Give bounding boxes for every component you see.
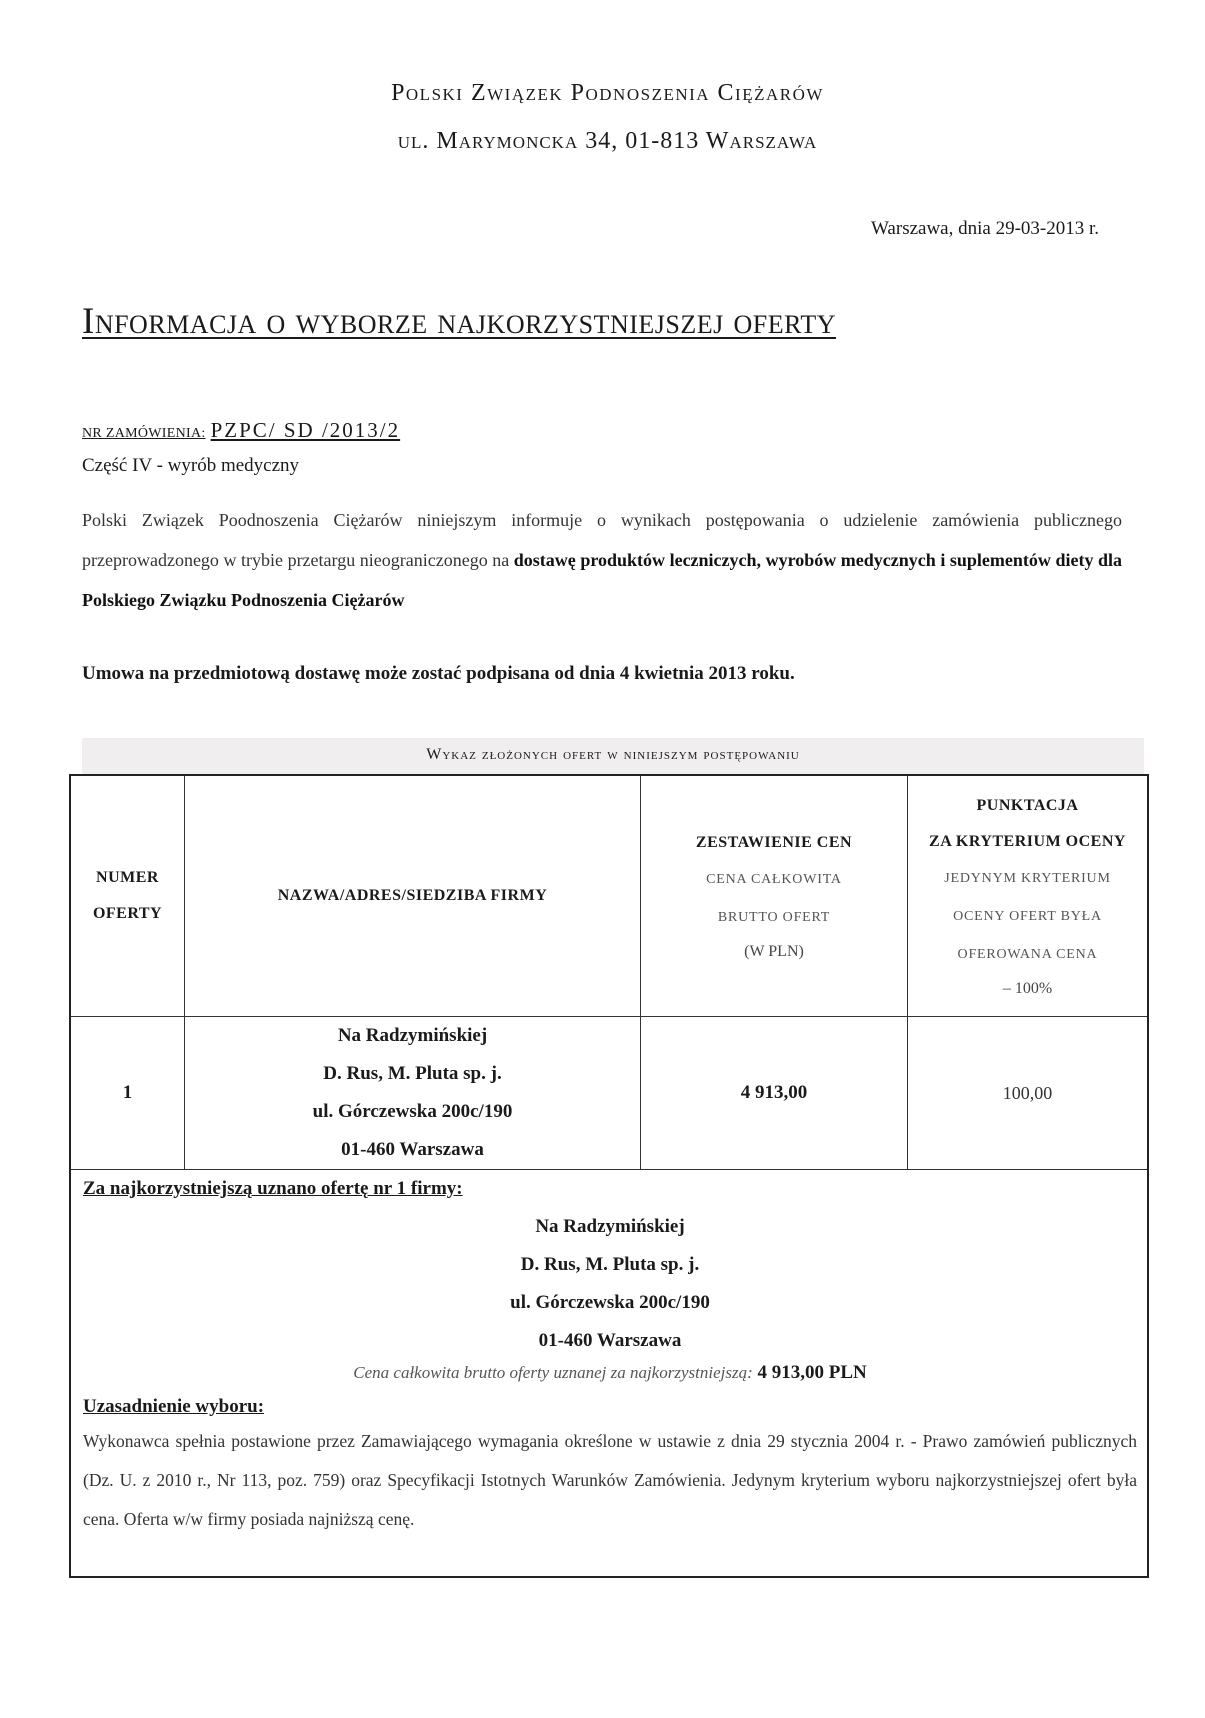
intro-plain-text: Polski Związek Poodnoszenia Ciężarów niniejszym informuje o wynikach postępowania o udzielenie zamówienia publicznego przeprowadzonego w trybie przetargu nieograniczonego na [82, 510, 1122, 570]
winner-price-line [83, 1362, 1137, 1384]
summary-title: Za najkorzystniejszą uznano ofertę nr 1 firmy: [83, 1178, 463, 1199]
offers-table [69, 774, 1149, 1578]
letterhead-organization: Polski Związek Podnoszenia Ciężarów [391, 80, 824, 106]
header-price: ZESTAWIENIE CEN CENA CAŁKOWITA BRUTTO OFERT (W PLN) [641, 776, 908, 1016]
cell-score: 100,00 [1002, 1082, 1053, 1103]
contract-note: Umowa na przedmiotową dostawę może zostać podpisana od dnia 4 kwietnia 2013 roku. [82, 663, 795, 684]
intro-bold-text: dostawę produktów leczniczych, wyrobów medycznych i suplementów diety dla Polskiego Związku Podnoszenia Ciężarów [82, 550, 1122, 610]
cell-price: 4 913,00 [641, 1017, 908, 1169]
document-date: Warszawa, dnia 29-03-2013 r. [871, 218, 1099, 239]
document-title: Informacja o wyborze najkorzystniejszej oferty [82, 301, 837, 342]
header-score: PUNKTACJA ZA KRYTERIUM OCENY JEDYNYM KRYTERIUM OCENY OFERT BYŁA OFEROWANA CENA – 100% [929, 797, 1126, 997]
winner-price-label: Cena całkowita brutto oferty uznanej za najkorzystniejszą: [353, 1363, 753, 1382]
intro-paragraph [82, 500, 1122, 620]
cell-company: Na Radzymińskiej D. Rus, M. Pluta sp. j. ul. Górczewska 200c/190 01-460 Warszawa [185, 1017, 641, 1169]
cell-offer-number: 1 [71, 1017, 185, 1169]
order-number-line [82, 418, 400, 443]
header-offer-number: NUMER OFERTY [71, 776, 185, 1016]
part-label: Część IV - wyrób medyczny [82, 455, 300, 476]
justification-title: Uzasadnienie wyboru: [83, 1396, 265, 1417]
letterhead-address: ul. Marymoncka 34, 01-813 Warszawa [397, 128, 818, 154]
order-number-value: PZPC/ SD /2013/2 [210, 418, 401, 442]
winner-price-value: 4 913,00 PLN [757, 1362, 867, 1383]
offers-table-caption: Wykaz złożonych ofert w niniejszym postępowaniu [82, 738, 1144, 774]
summary-section [71, 1170, 1147, 1576]
winner-address: Na Radzymińskiej D. Rus, M. Pluta sp. j. ul. Górczewska 200c/190 01-460 Warszawa [510, 1216, 710, 1351]
table-row [71, 1017, 1147, 1170]
table-header-row [71, 776, 1147, 1017]
justification-text: Wykonawca spełnia postawione przez Zamawiającego wymagania określone w ustawie z dnia 29 stycznia 2004 r. - Prawo zamówień publicznych (Dz. U. z 2010 r., Nr 113, poz. 759) oraz Specyfikacji Istotnych Warunków Zamówienia. Jedynym kryterium wyboru najkorzystniejszej ofert była cena. Oferta w/w firmy posiada najniższą cenę. [83, 1431, 1137, 1529]
order-number-label: NR ZAMÓWIENIA: [82, 426, 206, 441]
header-company: NAZWA/ADRES/SIEDZIBA FIRMY [185, 776, 641, 1016]
